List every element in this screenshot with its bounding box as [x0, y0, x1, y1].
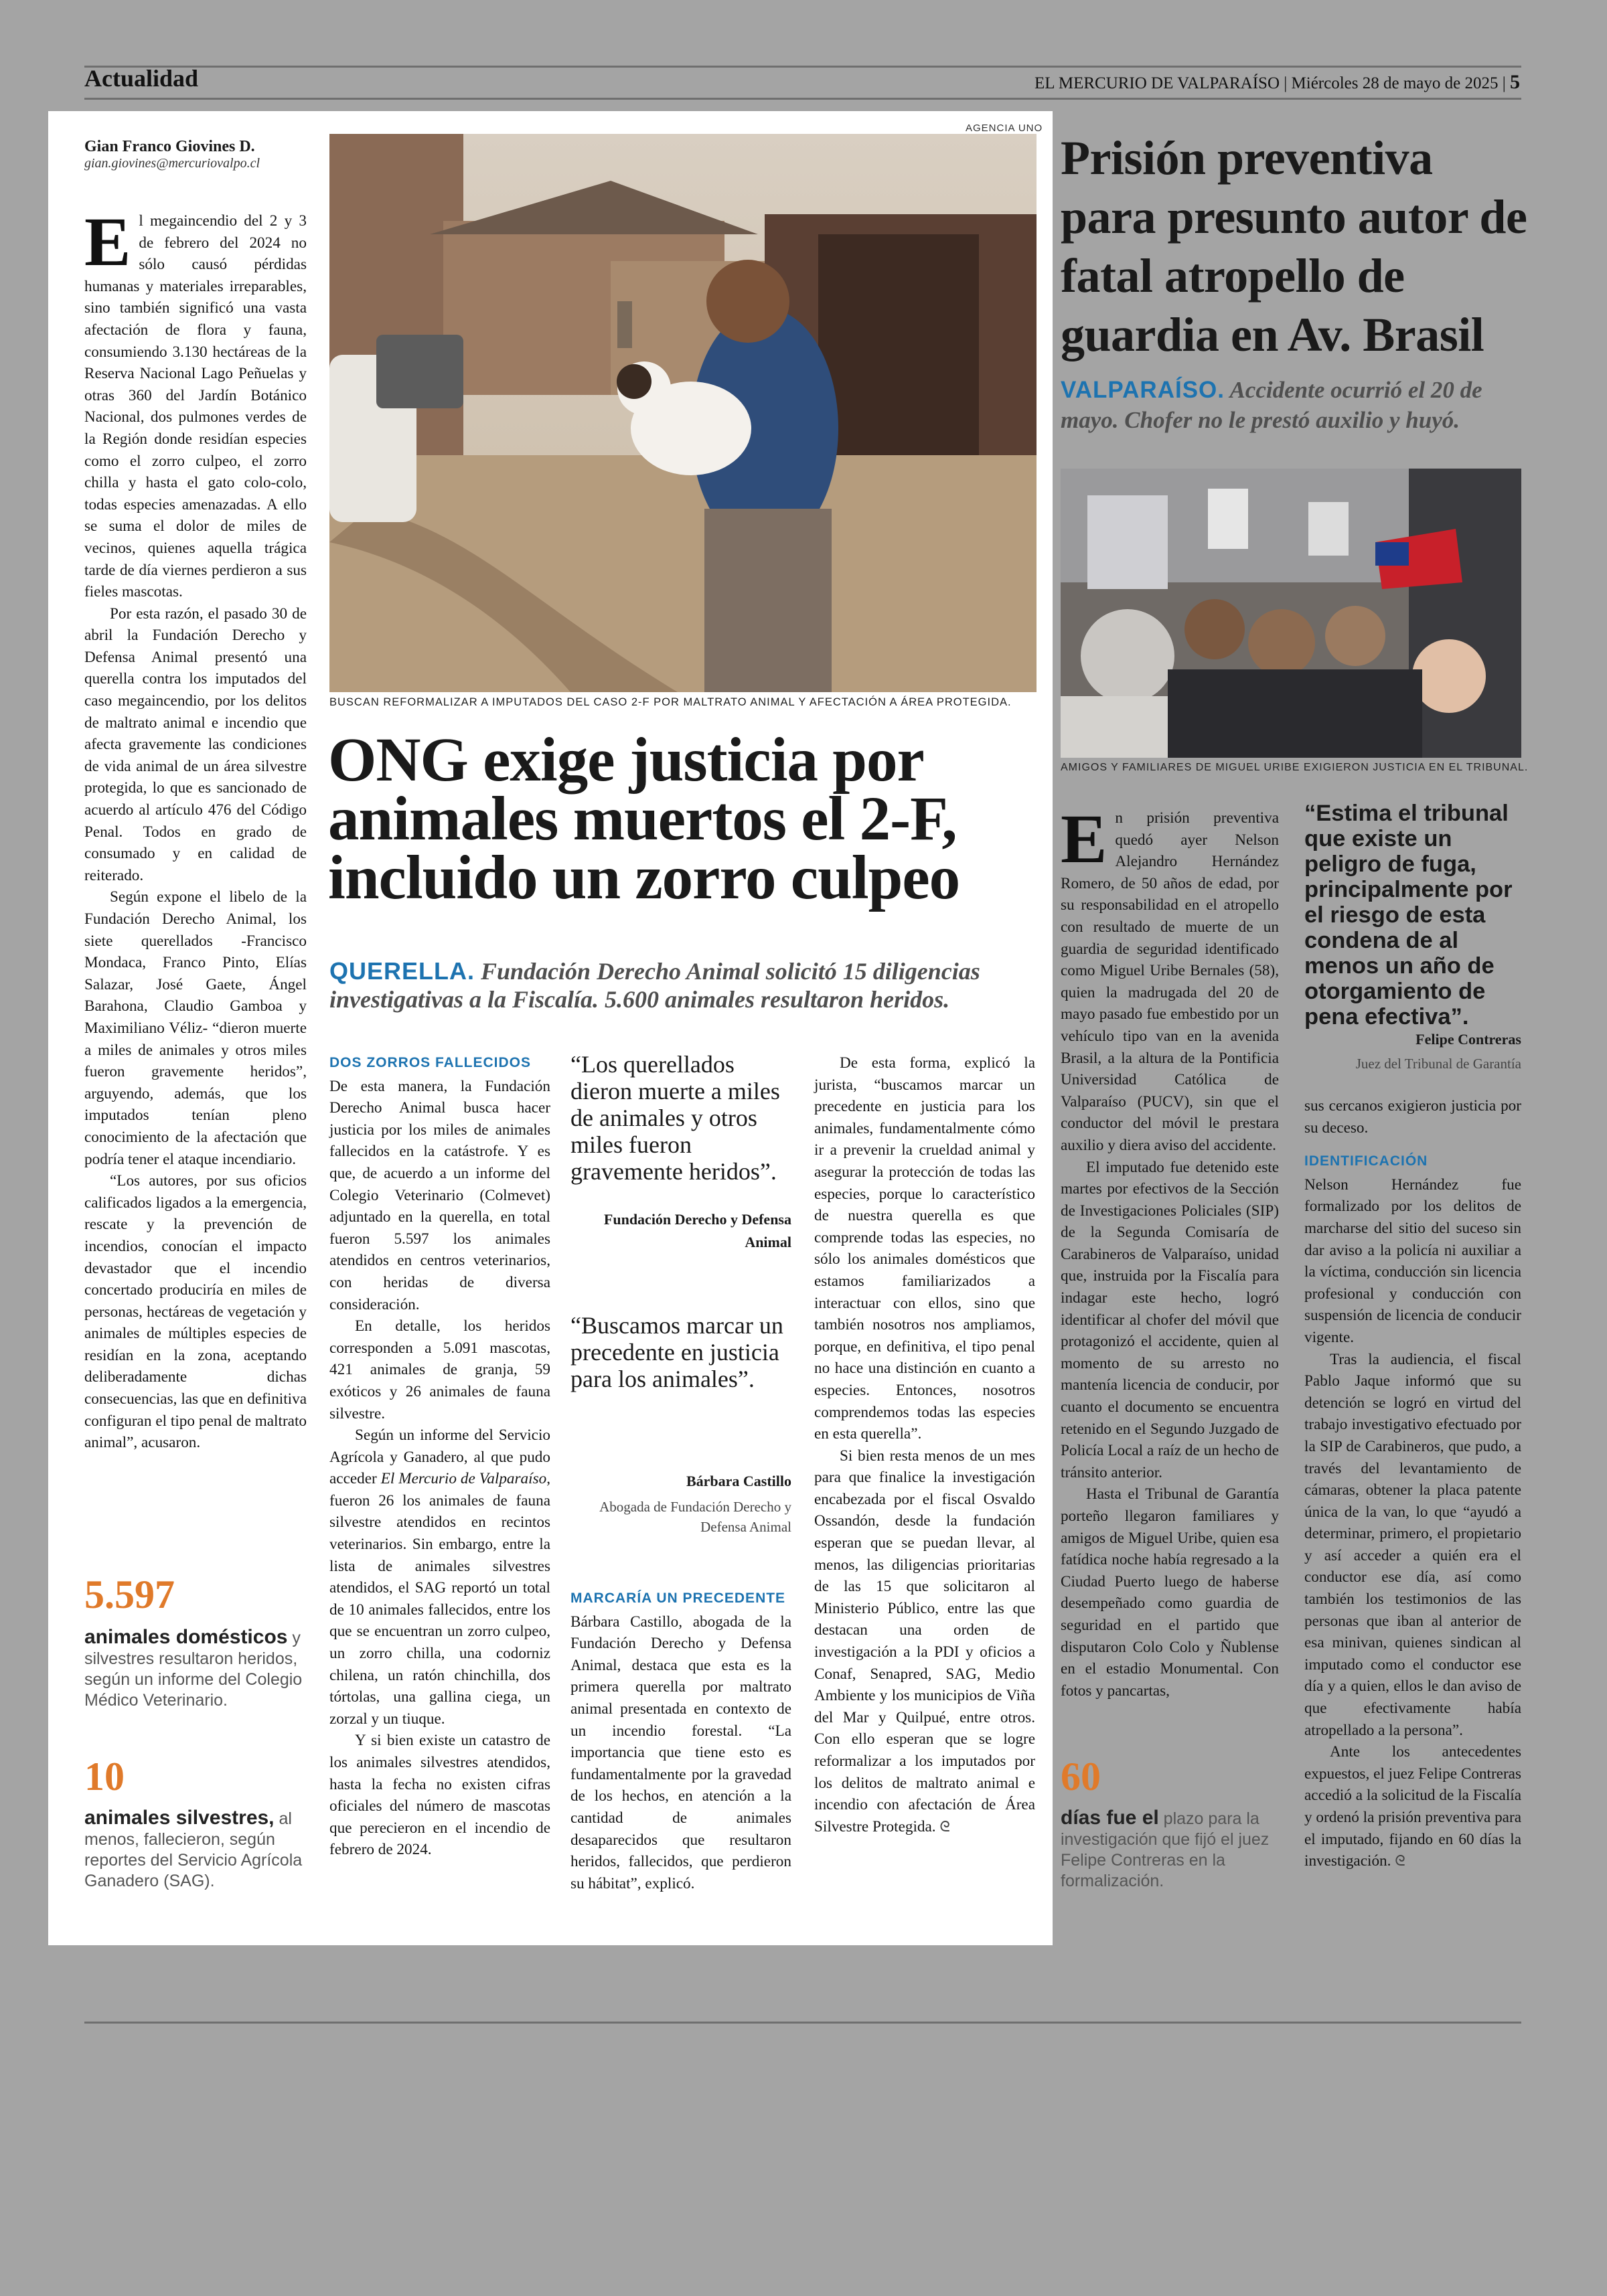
author-byline: [84, 138, 260, 171]
header-top-rule: [84, 66, 1521, 68]
side-end-mark: ᘓ: [1395, 1852, 1405, 1870]
side-col2-paragraph-1: Nelson Hernández fue formalizado por los delitos de marcharse del sitio del suceso sin dar aviso a la policía ni auxiliar a la víctima, conducción sin licencia profesional y conducción con suspensión de licencia de conducir vigente.: [1304, 1175, 1521, 1346]
main-column-3: [570, 1588, 791, 1894]
page-folio: EL MERCURIO DE VALPARAÍSO | Miércoles 28 de mayo de 2025 | 5: [1034, 71, 1520, 93]
side-column-1: [1061, 801, 1279, 1702]
main-col3-paragraph-1: Bárbara Castillo, abogada de la Fundación Derecho y Defensa Animal, destaca que esta es la primera querella por maltrato animal presentada en contexto de un incendio forestal. “La importancia que tiene esto es fundamentalmente por la gravedad de los hechos, en atención a la cantidad de animales desaparecidos que resultaron heridos, fallecidos, que perdieron su hábitat”, explicó.: [570, 1613, 791, 1892]
pull-quote-1-source: Fundación Derecho y Defensa Animal: [603, 1211, 791, 1250]
main-col2-paragraph-4: Y si bien existe un catastro de los animales silvestres atendidos, hasta la fecha no existen cifras oficiales del número de mascotas que perecieron en el incendio de febrero de 2024.: [329, 1732, 550, 1859]
stat1-description: y silvestres resultaron heridos, según un informe del Colegio Médico Veterinario.: [84, 1629, 303, 1710]
side-col2-paragraph-2: Tras la audiencia, el fiscal Pablo Jaque informó que su detención se logró en virtud del trabajo investigativo efectuado por la SIP de Carabineros, que pudo, a través del levantamiento de cámaras, obtener la placa patente única de la van, lo que “ayudó a determinar, primero, el propietario y así acceder a quién era el conductor ese día, así como también los testimonios de las personas que iban al anterior de esa minivan, quienes sindican al imputado como el conductor ese día y a quien, ellos le dan aviso de que efectivamente había atropellado a la persona”.: [1304, 1350, 1521, 1739]
main-subhead-2: MARCARÍA UN PRECEDENTE: [570, 1590, 786, 1606]
main-dropcap: E: [84, 203, 131, 280]
side-photo-illustration: [1061, 469, 1521, 758]
stat2-number: 10: [84, 1754, 125, 1799]
stat1-bold: animales domésticos: [84, 1626, 288, 1648]
side-subhead: IDENTIFICACIÓN: [1304, 1153, 1428, 1169]
main-column-4: [814, 1052, 1035, 1837]
side-dropcap: E: [1061, 801, 1107, 878]
main-deck-text: Fundación Derecho Animal solicitó 15 diligencias investigativas a la Fiscalía. 5.600 animales resultaron heridos.: [329, 958, 980, 1013]
main-col1-paragraph-2: Por esta razón, el pasado 30 de abril la Fundación Derecho y Defensa Animal presentó una querella contra los imputados del caso megaincendio, por los delitos de maltrato animal e incendio que afecta gravemente las condiciones de vida animal de un área silvestre protegida, lo que es sancionado de acuerdo al artículo 476 del Código Penal. Todos en grado de consumado y en calidad de reiterado.: [84, 604, 307, 884]
main-col1-paragraph-4: “Los autores, por sus oficios calificados ligados a la emergencia, rescate y la prevención de incendios, conocían el impacto devastador que el incendio concertado produciría en miles de personas, hectáreas de vegetación y animales de múltiples especies de residían en la zona, aceptando deliberadamente dichas consecuencias, las que en definitiva configuran el tipo penal de maltrato animal”, acusaron.: [84, 1172, 307, 1452]
side-col2-paragraph-3-text: Ante los antecedentes expuestos, el juez Felipe Contreras accedió a la solicitud de la Fiscalía y ordenó la prisión preventiva para el imputado, fijando en 60 días la investigación.: [1304, 1743, 1521, 1870]
photo-credit: AGENCIA UNO: [966, 122, 1043, 134]
header-bottom-rule: [84, 98, 1521, 100]
author-name: Gian Franco Giovines D.: [84, 138, 255, 155]
section-title: Actualidad: [84, 65, 199, 92]
newspaper-name-mention: El Mercurio de Valparaíso: [380, 1470, 547, 1488]
side-deck: [1061, 375, 1523, 435]
side-pull-quote: “Estima el tribunal que existe un peligro de fuga, principalmente por el riesgo de esta condena de al menos un año de otorgamiento de pena efectiva”.: [1304, 801, 1513, 1030]
pull-quote-2-source: Bárbara Castillo: [686, 1473, 791, 1489]
pull-quote-1: “Los querellados dieron muerte a miles de animales y otros miles fueron gravemente heridos”.: [570, 1051, 780, 1185]
author-email: gian.giovines@mercuriovalpo.cl: [84, 156, 260, 171]
stat2-bold: animales silvestres,: [84, 1807, 275, 1829]
main-col1-paragraph-1: l megaincendio del 2 y 3 de febrero del 2024 no sólo causó pérdidas humanas y materiales irreparables, sino también significó una vasta afectación de flora y fauna, consumiendo 3.130 hectáreas de la Reserva Nacional Lago Peñuelas y otras 360 del Jardín Botánico Nacional, dos pulmones verdes de la Región donde residían especies como el zorro culpeo, el zorro chilla y hasta el gato colo-colo, todas especies amenazadas. A ello se suma el dolor de miles de vecinos, quienes aquella trágica tarde de día viernes perdieron a sus fieles mascotas.: [84, 212, 307, 601]
side-col1-paragraph-1: n prisión preventiva quedó ayer Nelson Alejandro Hernández Romero, de 50 años de edad, por su responsabilidad en el atropello con resultado de muerte de un guardia de seguridad identificado como Miguel Uribe Bernales (58), quien la madrugada del 20 de mayo pasado fue embestido por un vehículo tipo van en la avenida Brasil, a la altura de la Pontificia Universidad Católica de Valparaíso (PUCV), sin que el conductor del móvil le prestara auxilio y diera aviso del accidente.: [1061, 809, 1279, 1154]
main-column-1: [84, 203, 307, 1454]
footer-rule: [84, 2022, 1521, 2024]
main-photo: [329, 134, 1037, 692]
main-col2-paragraph-3a: Según un informe del Servicio Agrícola y Ganadero, al que pudo acceder: [329, 1426, 550, 1488]
main-col2-paragraph-2: En detalle, los heridos corresponden a 5.091 mascotas, 421 animales de granja, 59 exóticos y 26 animales de fauna silvestre.: [329, 1317, 550, 1422]
stat1-text: [84, 1627, 312, 1711]
main-kicker: QUERELLA.: [329, 957, 475, 985]
main-col2-paragraph-3b: , fueron 26 los animales de fauna silvestre atendidos en recintos veterinarios. Sin embargo, entre la lista de animales silvestres atendidos, el SAG reportó un total de 10 animales fallecidos, entre los que se encuentran un zorro culpeo, un zorro chilla, una codorniz chilena, un ratón chinchilla, dos tórtolas, una gallina ciega, un zorzal y un tiuque.: [329, 1470, 551, 1728]
stat2-text: [84, 1807, 312, 1892]
side-photo: [1061, 469, 1521, 758]
pull-quote-2-role: Abogada de Fundación Derecho y Defensa Animal: [599, 1499, 791, 1535]
main-col4-paragraph-1: De esta forma, explicó la jurista, “buscamos marcar un precedente en justicia para los animales, fundamentalmente cómo ir a prevenir la crueldad animal y asegurar la protección de todas las especies, porque lo característico de nuestra querella es que comprende todas las especies, no sólo los animales domésticos que estamos familiarizados a interactuar con ellos, sino que también nosotros nos ampliamos, porque, en definitiva, el tipo penal no hace una distinción en cuanto a especies. Entonces, nosotros comprendemos todas las especies en esta querella”.: [814, 1054, 1035, 1443]
page-number: 5: [1510, 71, 1520, 93]
main-col1-paragraph-3: Según expone el libelo de la Fundación Derecho Animal, los siete querellados -Francisco Mondaca, Franco Pinto, Elías Salazar, José Gaete, Ángel Barahona, Claudio Gamboa y Maximiliano Véliz- “dieron muerte a miles de animales y otros miles fueron gravemente heridos”, arguyendo, además, que los imputados tenían pleno conocimiento de la afectación que podría tener el ataque incendiario.: [84, 888, 307, 1168]
main-column-2: [329, 1052, 550, 1861]
side-quote-role: Juez del Tribunal de Garantía: [1355, 1056, 1521, 1072]
side-quote-source: Felipe Contreras: [1415, 1031, 1521, 1048]
issue-date: Miércoles 28 de mayo de 2025: [1291, 74, 1499, 92]
stat2-description: al menos, fallecieron, según reportes del Servicio Agrícola Ganadero (SAG).: [84, 1809, 303, 1890]
main-col4-paragraph-2: [814, 1445, 1035, 1838]
side-col1-paragraph-3: Hasta el Tribunal de Garantía porteño llegaron familiares y amigos de Miguel Uribe, quien esa fatídica noche había regresado a la Ciudad Puerto luego de haberse desempeñado como guardia de seguridad en el partido que disputaron Colo Colo y Ñublense en el estadio Monumental. Con fotos y pancartas,: [1061, 1485, 1279, 1700]
main-col4-paragraph-2-text: Si bien resta menos de un mes para que finalice la investigación encabezada por el fiscal Osvaldo Ossandón, desde la fundación esperan que se puedan llevar, al menos, las diligencias prioritarias de las 15 que solicitaron al Ministerio Público, entre las que destacan una orden de investigación a la PDI y oficios a Conaf, Senapred, SAG, Medio Ambiente y los municipios de Viña del Mar y Quilpué, entre otros. Con ello esperan que se logre reformalizar a los imputados por los delitos de maltrato animal e incendio con afectación de Área Silvestre Protegida.: [814, 1447, 1035, 1835]
side-stat-number: 60: [1061, 1754, 1101, 1799]
side-col1-paragraph-2: El imputado fue detenido este martes por efectivos de la Sección de Investigaciones Policiales (SIP) de la Segunda Comisaría de Carabineros de Valparaíso, unidad que, instruida por la Fiscalía para indagar este hecho, logró identificar al chofer del móvil que protagonizó el accidente, quien al momento de su arresto no mantenía licencia de conducir, por cuanto el documento se encuentra retenido en el Segundo Juzgado de Policía Local a raíz de un hecho de tránsito anterior.: [1061, 1158, 1279, 1481]
main-col2-paragraph-3: [329, 1424, 550, 1730]
main-photo-illustration: [329, 134, 1037, 692]
side-column-2: [1304, 1095, 1521, 1872]
main-headline: ONG exige justicia por animales muertos el 2-F, incluido un zorro culpeo: [328, 726, 960, 912]
pull-quote-2: “Buscamos marcar un precedente en justicia para los animales”.: [570, 1312, 783, 1392]
side-kicker: VALPARAÍSO.: [1061, 377, 1225, 403]
side-headline: Prisión preventiva para presunto autor de fatal atropello de guardia en Av. Brasil: [1061, 131, 1527, 361]
side-col2-paragraph-3: [1304, 1741, 1521, 1872]
stat1-number: 5.597: [84, 1572, 175, 1617]
side-stat-text: [1061, 1807, 1286, 1892]
side-photo-caption: AMIGOS Y FAMILIARES DE MIGUEL URIBE EXIGIERON JUSTICIA EN EL TRIBUNAL.: [1061, 762, 1529, 773]
main-end-mark: ᘓ: [939, 1817, 950, 1835]
side-col2-paragraph-0: sus cercanos exigieron justicia por su deceso.: [1304, 1097, 1521, 1137]
side-stat-description: plazo para la investigación que fijó el juez Felipe Contreras en la formalización.: [1061, 1809, 1270, 1890]
publication-name: EL MERCURIO DE VALPARAÍSO: [1034, 74, 1280, 92]
main-photo-caption: BUSCAN REFORMALIZAR A IMPUTADOS DEL CASO 2-F POR MALTRATO ANIMAL Y AFECTACIÓN A ÁREA PROTEGIDA.: [329, 696, 1012, 708]
main-deck: [329, 957, 1039, 1013]
main-subhead-1: DOS ZORROS FALLECIDOS: [329, 1055, 532, 1070]
main-col2-paragraph-1: De esta manera, la Fundación Derecho Animal busca hacer justicia por los miles de animales fallecidos en la catástrofe. Y es que, de acuerdo a un informe del Colegio Veterinario (Colmevet) adjuntado en la querella, en total fueron 5.597 los animales atendidos en centros veterinarios, con heridas de diversa consideración.: [329, 1077, 550, 1313]
side-stat-bold: días fue el: [1061, 1807, 1159, 1829]
side-deck-text: Accidente ocurrió el 20 de mayo. Chofer no le prestó auxilio y huyó.: [1061, 377, 1482, 433]
